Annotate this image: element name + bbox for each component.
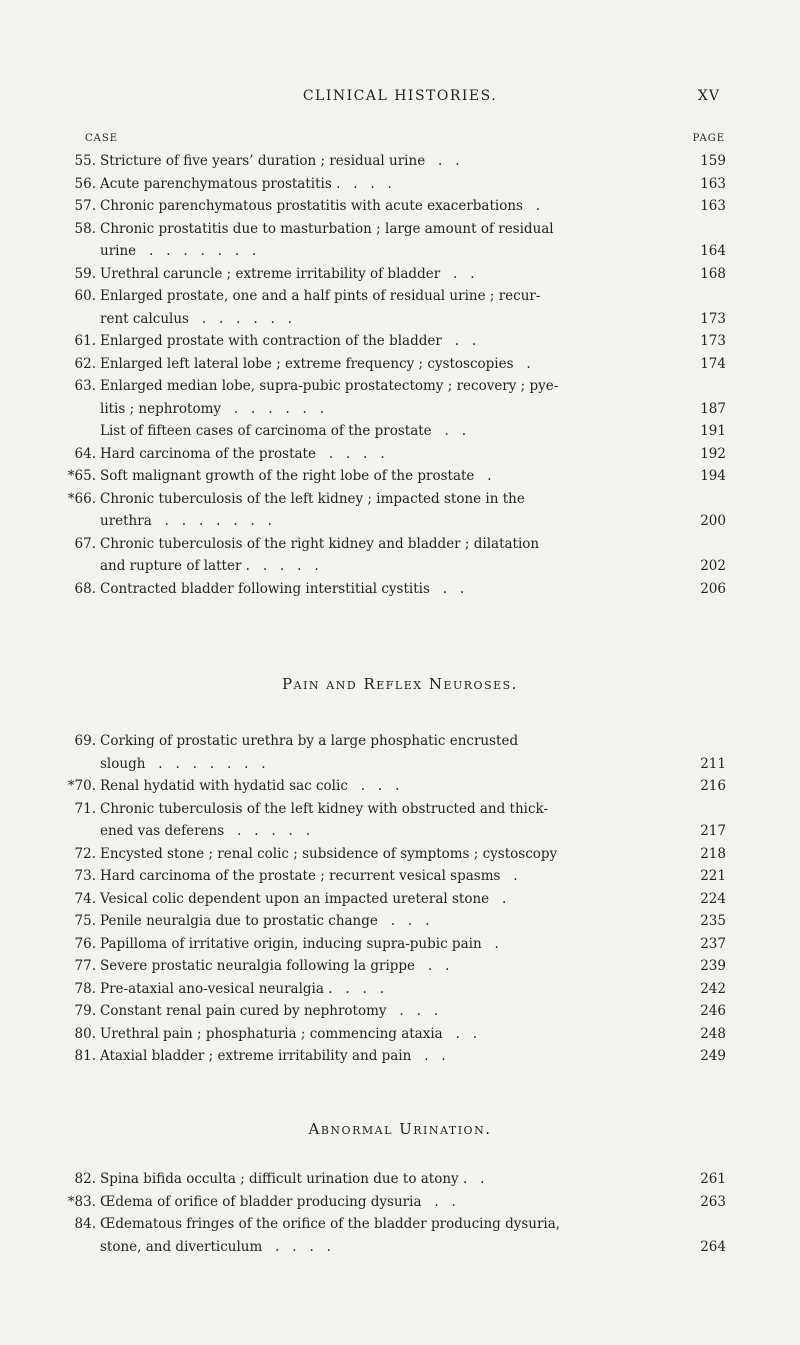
entry-text: and rupture of latter . . . . .: [100, 558, 319, 574]
entry-text: Œdematous fringes of the orifice of the bladder producing dysuria,: [100, 1216, 561, 1232]
entry-text: Enlarged prostate, one and a half pints of residual urine ; recur-: [100, 288, 541, 304]
page-number: 202: [700, 558, 726, 574]
entry-text: Renal hydatid with hydatid sac colic . . .: [100, 778, 400, 794]
entry-text: Chronic tuberculosis of the right kidney and bladder ; dilatation: [100, 535, 540, 552]
page-number: 200: [700, 513, 726, 529]
case-number: 60.: [74, 288, 96, 304]
page-column-header: PAGE: [692, 133, 725, 144]
entry-text: Ataxial bladder ; extreme irritability and pain . .: [100, 1048, 446, 1064]
case-number: 68.: [74, 580, 96, 597]
case-number: 78.: [74, 980, 96, 997]
entry-text: Encysted stone ; renal colic ; subsidence of symptoms ; cystoscopy: [100, 845, 558, 862]
case-number: 77.: [74, 958, 96, 974]
page-number: 264: [700, 1238, 726, 1255]
case-number: 80.: [74, 1025, 96, 1042]
entry-text: Enlarged prostate with contraction of the bladder . .: [100, 333, 477, 349]
entry-text: stone, and diverticulum . . . .: [100, 1238, 331, 1255]
page-number: 194: [700, 468, 726, 484]
entry-text: Chronic parenchymatous prostatitis with acute exacerbations .: [100, 198, 541, 214]
case-number: 81.: [74, 1048, 96, 1064]
page-number: 239: [700, 958, 726, 974]
page-number: 163: [700, 175, 726, 192]
entry-text: Chronic tuberculosis of the left kidney with obstructed and thick-: [100, 800, 549, 817]
entry-text: Vesical colic dependent upon an impacted ureteral stone .: [100, 890, 507, 907]
entry-text: Acute parenchymatous prostatitis . . . .: [100, 175, 392, 192]
page-number: 173: [700, 333, 726, 349]
entry-text: rent calculus . . . . . .: [100, 310, 292, 327]
entry-text: Corking of prostatic urethra by a large phosphatic encrusted: [100, 733, 519, 749]
case-number: 56.: [74, 175, 96, 192]
entry-text: Chronic prostatitis due to masturbation ; large amount of residual: [100, 220, 554, 237]
entry-text: Papilloma of irritative origin, inducing supra-pubic pain .: [100, 935, 499, 952]
entry-text: slough . . . . . . .: [100, 755, 266, 772]
case-number: 75.: [74, 913, 96, 929]
case-number: *66.: [67, 490, 96, 507]
entry-text: ened vas deferens . . . . .: [100, 823, 311, 839]
entry-text: Soft malignant growth of the right lobe of the prostate .: [100, 468, 492, 484]
case-number: 63.: [74, 378, 96, 394]
case-number: 64.: [74, 445, 96, 462]
entry-text: Constant renal pain cured by nephrotomy . . .: [100, 1003, 439, 1019]
case-number: 59.: [74, 265, 96, 282]
page-number: 211: [700, 755, 726, 772]
case-number: 62.: [74, 355, 96, 372]
entry-text: List of fifteen cases of carcinoma of the prostate . .: [100, 423, 466, 439]
running-title: CLINICAL HISTORIES.: [302, 88, 498, 104]
case-number: 61.: [74, 333, 96, 349]
page-number: 164: [700, 243, 726, 259]
case-number: 84.: [74, 1216, 96, 1232]
case-number: 73.: [74, 868, 96, 884]
case-number: 69.: [74, 733, 96, 749]
case-number: 82.: [74, 1171, 96, 1187]
column-headers: [85, 133, 725, 149]
page-number: 218: [700, 845, 726, 862]
entry-text: litis ; nephrotomy . . . . . .: [100, 400, 325, 417]
section-heading-abnormal-urination: Abnormal Urination.: [308, 1120, 492, 1138]
page-number: 174: [700, 355, 726, 372]
entry-text: Stricture of five years’ duration ; residual urine . .: [100, 153, 460, 169]
entry-text: Urethral pain ; phosphaturia ; commencing ataxia . .: [100, 1025, 478, 1042]
page-number: 163: [700, 198, 726, 214]
case-number: 67.: [74, 535, 96, 552]
entry-text: Penile neuralgia due to prostatic change . . .: [100, 913, 430, 929]
case-number: *83.: [67, 1193, 96, 1210]
page-number: 192: [700, 445, 726, 462]
entry-text: Enlarged left lateral lobe ; extreme frequency ; cystoscopies .: [100, 355, 531, 372]
page-number: 248: [700, 1025, 726, 1042]
page-number: 242: [700, 980, 726, 997]
page-number: 235: [700, 913, 726, 929]
roman-page-number: XV: [697, 88, 720, 104]
running-head: [0, 88, 800, 110]
case-column-header: CASE: [85, 133, 119, 144]
page-number: 261: [700, 1171, 726, 1187]
case-number: 55.: [74, 153, 96, 169]
case-number: 58.: [74, 220, 96, 237]
case-number: 76.: [74, 935, 96, 952]
page-number: 237: [700, 935, 726, 952]
page-number: 191: [700, 423, 726, 439]
entry-text: urethra . . . . . . .: [100, 513, 272, 529]
case-number: 71.: [74, 800, 96, 817]
case-number: 57.: [74, 198, 96, 214]
entry-text: Severe prostatic neuralgia following la grippe . .: [100, 958, 450, 974]
case-number: *70.: [67, 778, 96, 794]
entry-text: Hard carcinoma of the prostate ; recurrent vesical spasms .: [100, 868, 518, 884]
entry-text: Contracted bladder following interstitial cystitis . .: [100, 580, 465, 597]
case-number: 79.: [74, 1003, 96, 1019]
page-number: 246: [700, 1003, 726, 1019]
entry-text: Pre-ataxial ano-vesical neuralgia . . . .: [100, 980, 384, 997]
page-number: 224: [700, 890, 726, 907]
page-number: 187: [700, 400, 726, 417]
case-number: 72.: [74, 845, 96, 862]
page-number: 168: [700, 265, 726, 282]
section-heading-pain-reflex: Pain and Reflex Neuroses.: [282, 675, 518, 693]
entry-text: Urethral caruncle ; extreme irritability of bladder . .: [100, 265, 475, 282]
page-number: 263: [700, 1193, 726, 1210]
case-number: 74.: [74, 890, 96, 907]
case-number: *65.: [67, 468, 96, 484]
page-number: 221: [700, 868, 726, 884]
entry-text: Enlarged median lobe, supra-pubic prostatectomy ; recovery ; pye-: [100, 378, 559, 394]
entry-text: Hard carcinoma of the prostate . . . .: [100, 445, 385, 462]
entry-text: urine . . . . . . .: [100, 243, 257, 259]
entry-text: Œdema of orifice of bladder producing dysuria . .: [100, 1193, 456, 1210]
page-number: 217: [700, 823, 726, 839]
page-number: 159: [700, 153, 726, 169]
entry-text: Spina bifida occulta ; difficult urination due to atony . .: [100, 1171, 485, 1187]
page-number: 173: [700, 310, 726, 327]
page-number: 216: [700, 778, 726, 794]
page-number: 206: [700, 580, 726, 597]
page-number: 249: [700, 1048, 726, 1064]
entry-text: Chronic tuberculosis of the left kidney ; impacted stone in the: [100, 490, 525, 507]
